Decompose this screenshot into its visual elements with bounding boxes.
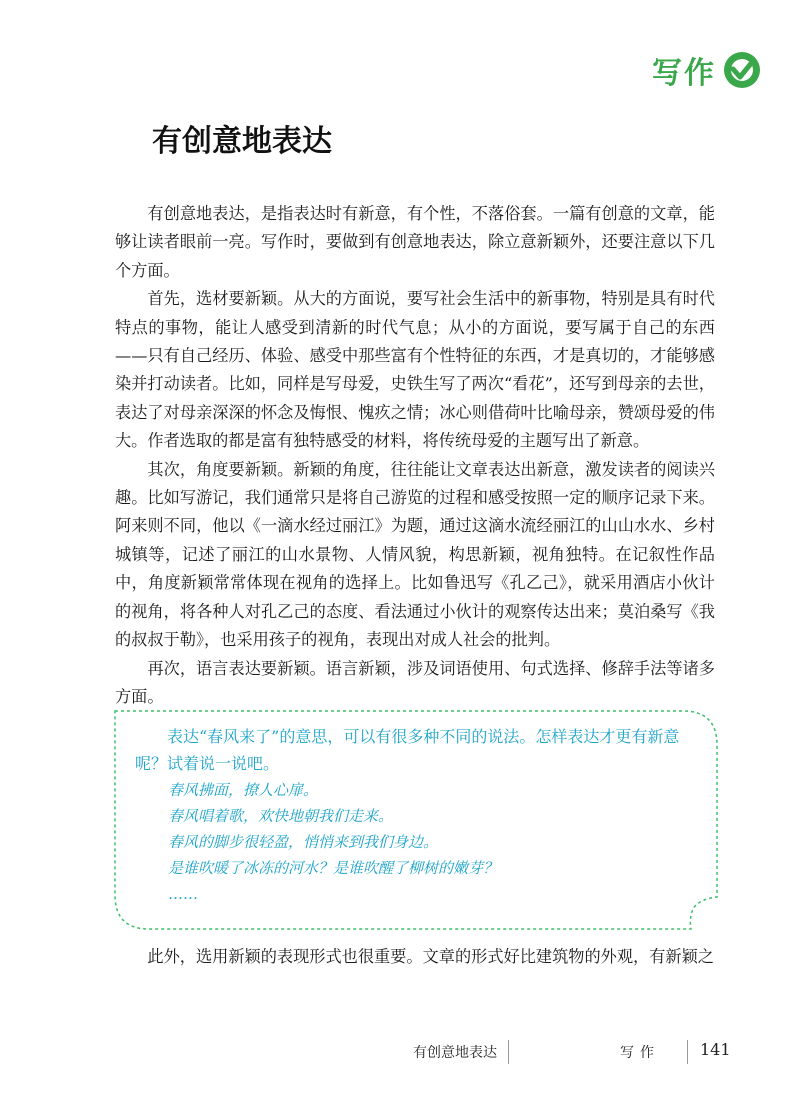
callout-example: 春风拂面，撩人心扉。 <box>168 781 319 799</box>
paragraph-language: 再次，语言表达要新颖。语言新颖，涉及词语使用、句式选择、修辞手法等诸多方面。 <box>115 658 715 706</box>
page-number: 141 <box>700 1040 731 1059</box>
example-callout-box <box>113 709 719 931</box>
paragraph-form: 此外，选用新颖的表现形式也很重要。文章的形式好比建筑物的外观，有新颖之 <box>147 947 714 966</box>
footer-chapter-title: 有创意地表达 <box>413 1045 497 1061</box>
article-body-continued <box>115 943 715 971</box>
page-title: 有创意地表达 <box>152 124 332 159</box>
paragraph-angle: 其次，角度要新颖。新颖的角度，往往能让文章表达出新意，激发读者的阅读兴趣。比如写游记，我们通常只是将自己游览的过程和感受按照一定的顺序记录下来。阿来则不同，他以《一滴水经过丽江》为题，通过这滴水流经丽江的山山水水、乡村城镇等，记述了丽江的山水景物、人情风貌，构思新颖，视角独特。在记叙性作品中，角度新颖常常体现在视角的选择上。比如鲁迅写《孔乙己》，就采用酒店小伙计的视角，将各种人对孔乙己的态度、看法通过小伙计的观察传达出来；莫泊桑写《我的叔叔于勒》，也采用孩子的视角，表现出对成人社会的批判。 <box>115 459 715 650</box>
callout-intro: 表达“春风来了”的意思，可以有很多种不同的说法。怎样表达才更有新意呢？试着说一说吧。 <box>135 727 680 773</box>
paragraph-material: 首先，选材要新颖。从大的方面说，要写社会生活中的新事物，特别是具有时代特点的事物，能让人感受到清新的时代气息；从小的方面说，要写属于自己的东西——只有自己经历、体验、感受中那些富有个性特征的东西，才是真切的，才能够感染并打动读者。比如，同样是写母爱，史铁生写了两次“看花”，还写到母亲的去世，表达了对母亲深深的怀念及悔恨、愧疚之情；冰心则借荷叶比喻母亲，赞颂母爱的伟大。作者选取的都是富有独特感受的材料，将传统母爱的主题写出了新意。 <box>115 289 715 451</box>
footer-divider <box>687 1040 688 1064</box>
callout-ellipsis: …… <box>168 885 198 903</box>
section-label: 写作 <box>652 56 716 91</box>
footer-divider <box>508 1040 509 1064</box>
check-circle-icon <box>722 50 762 90</box>
article-body <box>115 200 715 711</box>
callout-example: 是谁吹暖了冰冻的河水？是谁吹醒了柳树的嫩芽？ <box>168 859 499 877</box>
footer-section: 写作 <box>620 1045 660 1061</box>
paragraph-intro: 有创意地表达，是指表达时有新意，有个性，不落俗套。一篇有创意的文章，能够让读者眼前一亮。写作时，要做到有创意地表达，除立意新颖外，还要注意以下几个方面。 <box>115 204 715 280</box>
page-footer <box>0 1036 800 1076</box>
callout-example: 春风唱着歌，欢快地朝我们走来。 <box>168 807 394 825</box>
callout-example: 春风的脚步很轻盈，悄悄来到我们身边。 <box>168 833 439 851</box>
section-badge <box>652 48 762 92</box>
